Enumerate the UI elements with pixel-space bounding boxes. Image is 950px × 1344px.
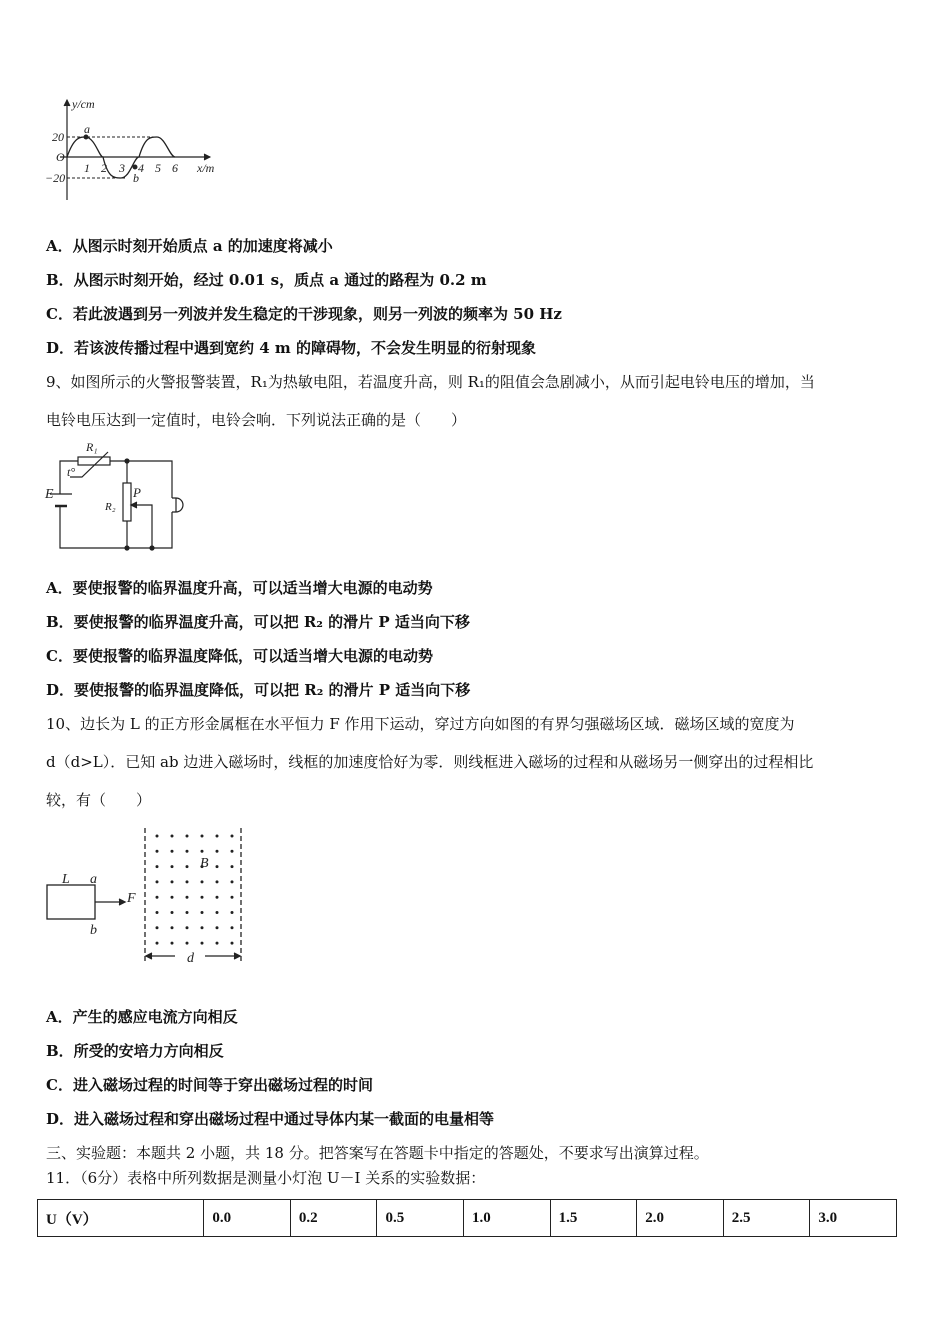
r1-label: R₁ bbox=[86, 440, 98, 454]
field-dot bbox=[216, 865, 219, 868]
field-dot bbox=[171, 850, 174, 853]
field-dot bbox=[156, 835, 159, 838]
field-dot bbox=[216, 835, 219, 838]
q10-option-a: A．产生的感应电流方向相反 bbox=[46, 1008, 238, 1026]
q10-option-c: C．进入磁场过程的时间等于穿出磁场过程的时间 bbox=[46, 1076, 373, 1094]
field-dot bbox=[201, 835, 204, 838]
table-cell: 3.0 bbox=[810, 1200, 897, 1237]
x-tick: 6 bbox=[172, 161, 178, 175]
q10-stem: d（d>L）．已知 ab 边进入磁场时，线框的加速度恰好为零．则线框进入磁场的过程和从磁场另一侧穿出的过程相比 bbox=[46, 753, 814, 771]
field-dot bbox=[186, 865, 189, 868]
slider-label: P bbox=[133, 485, 141, 500]
y-tick: 20 bbox=[52, 130, 64, 144]
magnetic-field-figure bbox=[47, 828, 241, 962]
force-label: F bbox=[127, 891, 136, 906]
point-a-label: a bbox=[84, 122, 90, 136]
field-dot bbox=[186, 926, 189, 929]
r2-label: R₂ bbox=[105, 501, 116, 513]
ui-data-table bbox=[37, 1199, 897, 1237]
field-dot bbox=[156, 911, 159, 914]
field-dot bbox=[231, 865, 234, 868]
x-tick: 5 bbox=[155, 161, 161, 175]
field-dot bbox=[201, 926, 204, 929]
field-dot bbox=[201, 942, 204, 945]
field-dot bbox=[231, 926, 234, 929]
table-cell: 0.2 bbox=[290, 1200, 377, 1237]
field-dot bbox=[156, 896, 159, 899]
origin-label: O bbox=[56, 150, 65, 164]
q9-option-c: C．要使报警的临界温度降低，可以适当增大电源的电动势 bbox=[46, 647, 433, 665]
field-dot bbox=[171, 942, 174, 945]
field-dot bbox=[216, 926, 219, 929]
q9-stem: 电铃电压达到一定值时，电铃会响．下列说法正确的是（ ） bbox=[46, 411, 467, 429]
table-cell: 0.0 bbox=[204, 1200, 291, 1237]
field-dot bbox=[186, 850, 189, 853]
side-length-label: L bbox=[62, 872, 70, 887]
field-dot bbox=[201, 896, 204, 899]
field-dot bbox=[201, 850, 204, 853]
table-cell: 1.5 bbox=[550, 1200, 637, 1237]
field-dot bbox=[231, 835, 234, 838]
field-dot bbox=[171, 865, 174, 868]
field-dot bbox=[231, 942, 234, 945]
field-dot bbox=[156, 865, 159, 868]
width-label: d bbox=[187, 951, 194, 966]
q11-stem: 11．（6分）表格中所列数据是测量小灯泡 U－I 关系的实验数据： bbox=[46, 1169, 486, 1187]
field-dot bbox=[231, 896, 234, 899]
field-dot bbox=[231, 880, 234, 883]
field-label: B bbox=[200, 856, 209, 871]
q10-option-b: B．所受的安培力方向相反 bbox=[46, 1042, 224, 1060]
battery-label: E bbox=[45, 487, 54, 502]
field-dot bbox=[171, 835, 174, 838]
field-dot bbox=[216, 896, 219, 899]
field-dot bbox=[231, 911, 234, 914]
field-dot bbox=[186, 911, 189, 914]
field-dot bbox=[231, 850, 234, 853]
field-dot bbox=[201, 911, 204, 914]
field-dot bbox=[186, 942, 189, 945]
table-row bbox=[38, 1200, 897, 1237]
wave-graph bbox=[60, 100, 210, 200]
field-dot bbox=[186, 896, 189, 899]
table-cell: 0.5 bbox=[377, 1200, 464, 1237]
table-header-cell: U（V） bbox=[38, 1200, 204, 1237]
field-dots bbox=[156, 835, 234, 945]
field-dot bbox=[156, 850, 159, 853]
x-tick: 4 bbox=[138, 161, 144, 175]
x-tick: 2 bbox=[101, 161, 107, 175]
q10-stem: 10、边长为 L 的正方形金属框在水平恒力 F 作用下运动，穿过方向如图的有界匀强磁场区域．磁场区域的宽度为 bbox=[46, 715, 795, 733]
field-dot bbox=[216, 850, 219, 853]
q9-option-a: A．要使报警的临界温度升高，可以适当增大电源的电动势 bbox=[46, 579, 433, 597]
x-axis-label: x/m bbox=[197, 161, 215, 175]
temperature-label: t° bbox=[67, 465, 76, 479]
field-dot bbox=[186, 880, 189, 883]
section-heading: 三、实验题：本题共 2 小题，共 18 分。把答案写在答题卡中指定的答题处，不要求写出演算过程。 bbox=[46, 1144, 709, 1162]
wave-labels bbox=[45, 97, 215, 185]
point-b-label: b bbox=[133, 171, 139, 185]
corner-b-label: b bbox=[90, 923, 97, 938]
q10-option-d: D．进入磁场过程和穿出磁场过程中通过导体内某一截面的电量相等 bbox=[46, 1110, 495, 1128]
table-cell: 1.0 bbox=[464, 1200, 551, 1237]
field-dot bbox=[216, 911, 219, 914]
x-tick: 3 bbox=[119, 161, 125, 175]
table-cell: 2.5 bbox=[723, 1200, 810, 1237]
field-dot bbox=[171, 896, 174, 899]
y-tick: −20 bbox=[45, 171, 66, 185]
field-dot bbox=[171, 911, 174, 914]
q8-option-d: D．若该波传播过程中遇到宽约 4 m 的障碍物，不会发生明显的衍射现象 bbox=[46, 339, 536, 357]
q8-option-b: B．从图示时刻开始，经过 0.01 s，质点 a 通过的路程为 0.2 m bbox=[46, 271, 487, 289]
q10-stem: 较，有（ ） bbox=[46, 791, 152, 809]
table-cell: 2.0 bbox=[637, 1200, 724, 1237]
magnet-labels bbox=[61, 856, 209, 966]
field-dot bbox=[156, 926, 159, 929]
field-dot bbox=[216, 942, 219, 945]
q9-stem: 9、如图所示的火警报警装置，R₁为热敏电阻，若温度升高，则 R₁的阻值会急剧减小，从而引起电铃电压的增加，当 bbox=[46, 373, 815, 391]
q8-option-a: A．从图示时刻开始质点 a 的加速度将减小 bbox=[46, 237, 333, 255]
x-tick: 1 bbox=[84, 161, 90, 175]
field-dot bbox=[201, 880, 204, 883]
field-dot bbox=[186, 835, 189, 838]
corner-a-label: a bbox=[90, 872, 97, 887]
field-dot bbox=[171, 926, 174, 929]
field-dot bbox=[156, 942, 159, 945]
field-dot bbox=[156, 880, 159, 883]
q9-option-d: D．要使报警的临界温度降低，可以把 R₂ 的滑片 P 适当向下移 bbox=[46, 681, 471, 699]
field-dot bbox=[171, 880, 174, 883]
y-axis-label: y/cm bbox=[72, 97, 95, 111]
q8-option-c: C．若此波遇到另一列波并发生稳定的干涉现象，则另一列波的频率为 50 Hz bbox=[46, 305, 562, 323]
field-dot bbox=[216, 880, 219, 883]
q9-option-b: B．要使报警的临界温度升高，可以把 R₂ 的滑片 P 适当向下移 bbox=[46, 613, 470, 631]
